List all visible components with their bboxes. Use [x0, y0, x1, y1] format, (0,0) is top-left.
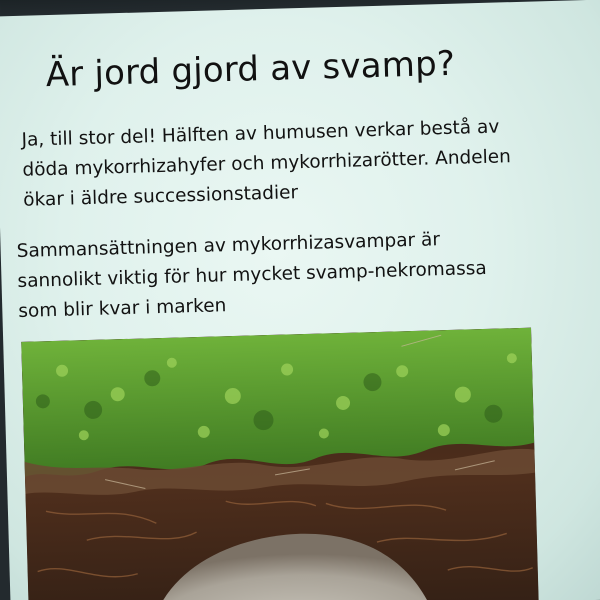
soil-profile-illustration	[21, 328, 539, 600]
paragraph-line: Sammansättningen av mykorrhizasvampar är	[16, 229, 441, 263]
paragraph-line: döda mykorrhizahyfer och mykorrhizarötter. Andelen	[22, 146, 512, 181]
slide-title: Är jord gjord av svamp?	[45, 43, 456, 96]
paragraph-answer	[21, 110, 600, 216]
paragraph-line: sannolikt viktig för hur mycket svamp-nekromassa	[17, 257, 487, 292]
paragraph-composition	[16, 221, 578, 327]
soil-profile-photo	[21, 328, 539, 600]
paragraph-line: som blir kvar i marken	[18, 295, 227, 322]
paragraph-line: ökar i äldre successionstadier	[22, 182, 299, 211]
paragraph-line: Ja, till stor del! Hälften av humusen verkar bestå av	[21, 116, 500, 151]
